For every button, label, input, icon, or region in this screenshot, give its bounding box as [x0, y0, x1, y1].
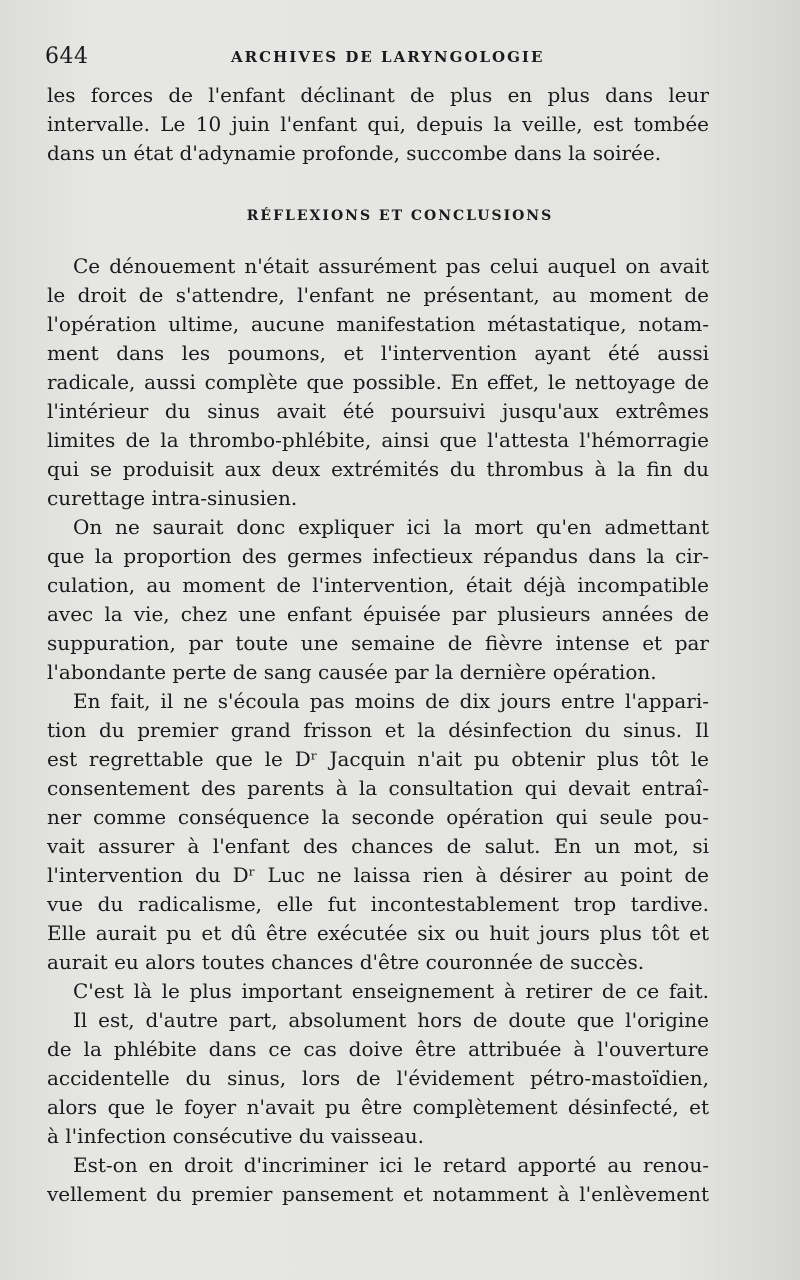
- text-line: consentement des parents à la consultation qui devait entraî-: [47, 776, 709, 800]
- text-line: vait assurer à l'enfant des chances de salut. En un mot, si: [47, 834, 709, 858]
- text-line: de la phlébite dans ce cas doive être attribuée à l'ouverture: [47, 1037, 709, 1061]
- text-line: ner comme conséquence la seconde opération qui seule pou-: [47, 805, 709, 829]
- text-line: Elle aurait pu et dû être exécutée six ou huit jours plus tôt et: [47, 921, 709, 945]
- text-line: les forces de l'enfant déclinant de plus en plus dans leur: [47, 83, 709, 107]
- page-number: 644: [45, 44, 89, 69]
- text-line: que la proportion des germes infectieux répandus dans la cir-: [47, 544, 709, 568]
- text-line: est regrettable que le Dʳ Jacquin n'ait pu obtenir plus tôt le: [47, 747, 709, 771]
- text-line: l'opération ultime, aucune manifestation métastatique, notam-: [47, 312, 709, 336]
- text-line: On ne saurait donc expliquer ici la mort qu'en admettant: [73, 515, 709, 539]
- running-title: ARCHIVES DE LARYNGOLOGIE: [231, 48, 545, 66]
- text-line: C'est là le plus important enseignement à retirer de ce fait.: [73, 979, 709, 1003]
- intro-paragraph: [47, 81, 709, 168]
- text-line: Ce dénouement n'était assurément pas celui auquel on avait: [73, 254, 709, 278]
- text-line: suppuration, par toute une semaine de fièvre intense et par: [47, 631, 709, 655]
- section-title: RÉFLEXIONS ET CONCLUSIONS: [246, 208, 554, 224]
- text-line: ment dans les poumons, et l'intervention ayant été aussi: [47, 341, 709, 365]
- text-line: à l'infection consécutive du vaisseau.: [47, 1124, 425, 1148]
- body-text: [47, 252, 709, 1209]
- text-line: alors que le foyer n'avait pu être complètement désinfecté, et: [47, 1095, 709, 1119]
- page-header: [45, 44, 715, 76]
- text-line: dans un état d'adynamie profonde, succombe dans la soirée.: [47, 141, 662, 165]
- text-line: l'intervention du Dʳ Luc ne laissa rien à désirer au point de: [47, 863, 709, 887]
- text-line: culation, au moment de l'intervention, était déjà incompatible: [47, 573, 709, 597]
- text-line: avec la vie, chez une enfant épuisée par plusieurs années de: [47, 602, 709, 626]
- text-line: accidentelle du sinus, lors de l'évidement pétro-mastoïdien,: [47, 1066, 709, 1090]
- text-line: intervalle. Le 10 juin l'enfant qui, depuis la veille, est tombée: [47, 112, 709, 136]
- text-line: vellement du premier pansement et notamment à l'enlèvement: [47, 1182, 709, 1206]
- text-line: qui se produisit aux deux extrémités du thrombus à la fin du: [47, 457, 709, 481]
- text-line: aurait eu alors toutes chances d'être couronnée de succès.: [47, 950, 645, 974]
- text-line: tion du premier grand frisson et la désinfection du sinus. Il: [47, 718, 709, 742]
- text-line: Est-on en droit d'incriminer ici le retard apporté au renou-: [73, 1153, 709, 1177]
- text-line: Il est, d'autre part, absolument hors de doute que l'origine: [73, 1008, 709, 1032]
- text-line: l'abondante perte de sang causée par la dernière opération.: [47, 660, 657, 684]
- text-line: curettage intra-sinusien.: [47, 486, 298, 510]
- text-line: vue du radicalisme, elle fut incontestablement trop tardive.: [47, 892, 709, 916]
- text-line: l'intérieur du sinus avait été poursuivi jusqu'aux extrêmes: [47, 399, 709, 423]
- text-line: radicale, aussi complète que possible. En effet, le nettoyage de: [47, 370, 709, 394]
- text-line: le droit de s'attendre, l'enfant ne présentant, au moment de: [47, 283, 709, 307]
- text-line: En fait, il ne s'écoula pas moins de dix jours entre l'appari-: [73, 689, 709, 713]
- text-line: limites de la thrombo-phlébite, ainsi que l'attesta l'hémorragie: [47, 428, 709, 452]
